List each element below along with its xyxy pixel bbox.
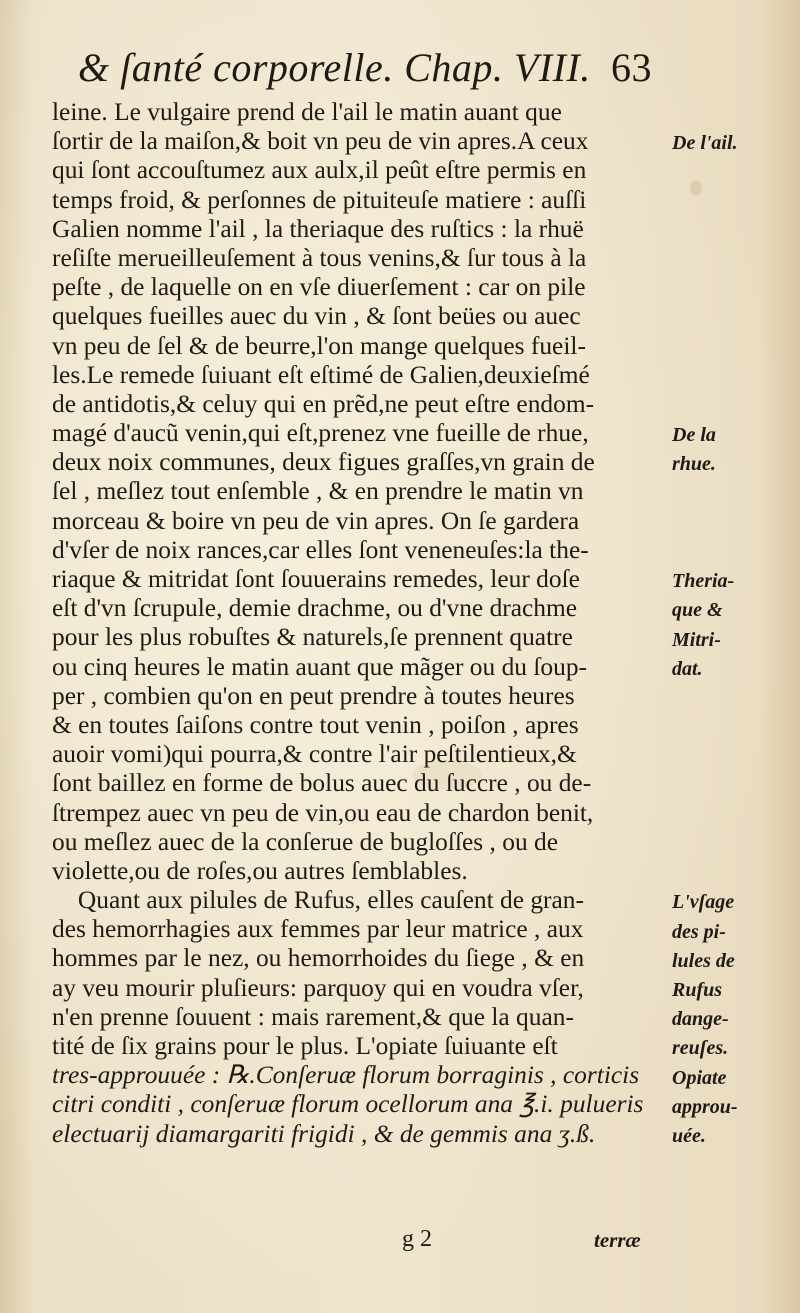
page-number: 63 (611, 45, 652, 90)
text-line: ay veu mourir pluſieurs: parquoy qui en voudra vſer, (52, 972, 584, 1002)
text-line: citri conditi , conſeruæ florum ocellorum ana ℥.i. pulueris (52, 1089, 644, 1119)
text-line: leine. Le vulgaire prend de l'ail le matin auant que (52, 97, 562, 126)
text-line: tres-approuuée : ℞.Conſeruæ florum borraginis , corticis (52, 1060, 640, 1090)
text-line: hommes par le nez, ou hemorrhoides du ſiege , & en (52, 943, 585, 973)
text-line: temps froid, & perſonnes de pituiteuſe matiere : auſſi (52, 184, 587, 214)
marginal-note: uée. (672, 1125, 706, 1147)
marginal-note: dat. (672, 657, 703, 680)
marginal-note: des pi- (672, 920, 726, 943)
text-line: pour les plus robuſtes & naturels,ſe prennent quatre (52, 622, 573, 652)
marginal-note: De l'ail. (672, 132, 738, 155)
marginal-note: reuſes. (672, 1037, 729, 1060)
text-line: ſortir de la maiſon,& boit vn peu de vin apres.A ceux (52, 126, 589, 156)
text-line: quelques fueilles auec du vin , & ſont beües ou auec (52, 301, 581, 331)
main-text-block (52, 97, 662, 1148)
text-line: ou meſlez auec de la conſerue de bugloſſes , ou de (52, 826, 559, 856)
text-line: de antidotis,& celuy qui en prẽd,ne peut eſtre endom- (52, 388, 595, 418)
text-line: ſtrempez auec vn peu de vin,ou eau de chardon benit, (52, 797, 594, 827)
text-line: deux noix communes, deux figues graſſes,vn grain de (52, 447, 595, 477)
text-line: Galien nomme l'ail , la theriaque des ruſtics : la rhuë (52, 213, 584, 243)
text-line: morceau & boire vn peu de vin apres. On ſe gardera (52, 505, 580, 535)
text-line: auoir vomi)qui pourra,& contre l'air peſtilentieux,& (52, 739, 577, 769)
text-line: vn peu de ſel & de beurre,l'on mange quelques fueil- (52, 330, 586, 360)
paper-stain (690, 180, 702, 196)
text-line: peſte , de laquelle on en vſe diuerſement : car on pile (52, 272, 586, 302)
text-line: n'en prenne ſouuent : mais rarement,& que la quan- (52, 1001, 574, 1031)
text-line: violette,ou de roſes,ou autres ſemblables. (52, 855, 468, 885)
text-line: Quant aux pilules de Rufus, elles cauſent de gran- (77, 885, 584, 915)
marginal-note: Rufus (672, 979, 723, 1001)
catchword: terræ (594, 1228, 641, 1252)
marginal-note: approu- (672, 1095, 738, 1118)
marginal-note: lules de (672, 949, 735, 972)
text-line: des hemorrhagies aux femmes par leur matrice , aux (52, 914, 584, 944)
running-title: & ſanté corporelle. Chap. VIII. (78, 45, 591, 90)
text-line: riaque & mitridat ſont ſouuerains remedes, leur doſe (52, 564, 580, 593)
text-line: per , combien qu'on en peut prendre à toutes heures (52, 680, 575, 710)
text-line: eſt d'vn ſcrupule, demie drachme, ou d'vne drachme (52, 593, 578, 623)
signature-mark: g 2 (402, 1226, 432, 1252)
text-line: les.Le remede ſuiuant eſt eſtimé de Galien,deuxieſmé (52, 359, 590, 389)
marginal-note: Theria- (672, 570, 735, 593)
marginal-note: De la (672, 424, 716, 447)
text-line: & en toutes ſaiſons contre tout venin , poiſon , apres (52, 709, 579, 739)
text-line: electuarij diamargariti frigidi , & de gemmis ana ʒ.ß. (52, 1118, 596, 1148)
text-line: d'vſer de noix rances,car elles ſont veneneuſes:la the- (52, 534, 589, 564)
text-line: tité de ſix grains pour le plus. L'opiate ſuiuante eſt (52, 1031, 558, 1060)
text-line: ou cinq heures le matin auant que mãger ou du ſoup- (52, 651, 588, 681)
marginal-note: Mitri- (672, 628, 721, 651)
marginal-note: que & (672, 599, 723, 622)
text-line: ſel , meſlez tout enſemble , & en prendre le matin vn (52, 476, 584, 506)
text-line: ſont baillez en forme de bolus auec du ſuccre , ou de- (52, 768, 592, 798)
text-line: qui ſont accouſtumez aux aulx,il peût eſtre permis en (52, 155, 587, 185)
text-line: reſiſte merueilleuſement à tous venins,& ſur tous à la (52, 242, 587, 272)
marginal-note: rhue. (672, 453, 716, 476)
running-header (78, 40, 678, 96)
marginal-note: Opiate (672, 1066, 727, 1089)
marginal-note: dange- (672, 1008, 729, 1031)
text-line: magé d'aucũ venin,qui eſt,prenez vne fueille de rhue, (52, 418, 589, 448)
marginal-note: L'vſage (672, 891, 735, 914)
